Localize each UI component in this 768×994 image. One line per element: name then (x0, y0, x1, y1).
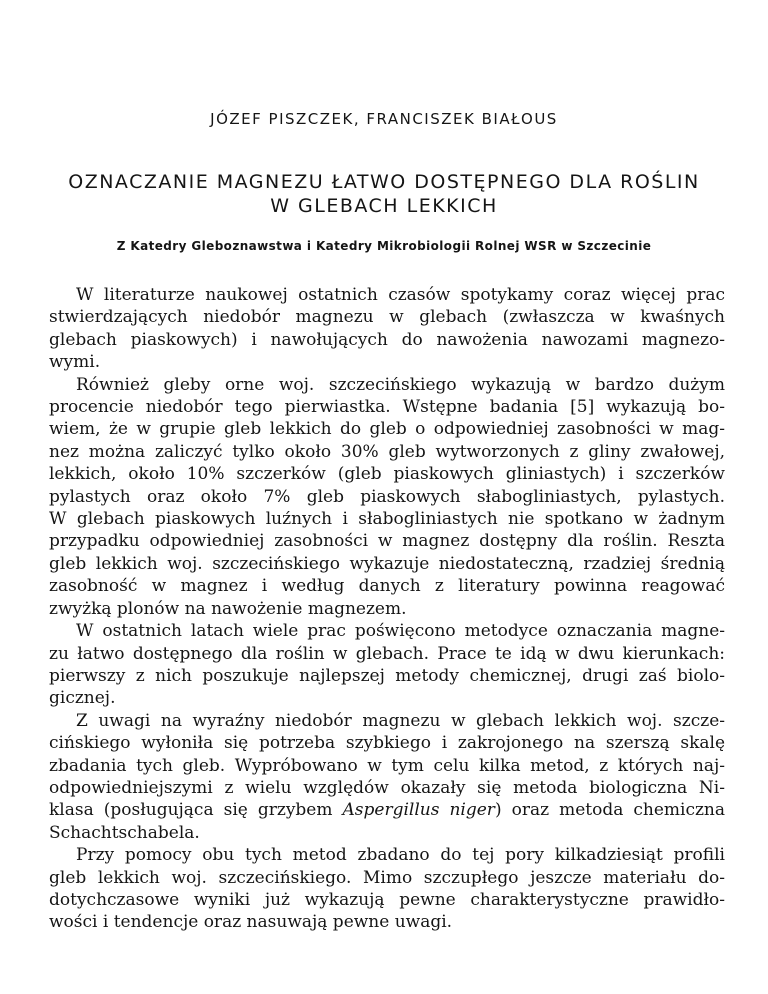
text-line: gleb lekkich woj. szczecińskiego. Mimo szczupłego jeszcze materiału do- (49, 867, 725, 888)
text-line: gicznej. (49, 688, 116, 709)
text-line: procencie niedobór tego pierwiastka. Wstępne badania [5] wykazują bo- (49, 397, 725, 418)
paragraph-2 (49, 374, 725, 620)
text-line: wymi. (49, 352, 101, 373)
text-line: Z uwagi na wyraźny niedobór magnezu w glebach lekkich woj. szcze- (76, 710, 725, 731)
authors: JÓZEF PISZCZEK, FRANCISZEK BIAŁOUS (210, 110, 558, 128)
article-title (60, 170, 708, 218)
paragraph-1 (49, 284, 725, 374)
text-line: Przy pomocy obu tych metod zbadano do tej pory kilkadziesiąt profili (76, 845, 725, 866)
text-line: Również gleby orne woj. szczecińskiego wykazują w bardzo dużym (76, 374, 725, 395)
article-body (49, 284, 725, 934)
text-line: W glebach piaskowych luźnych i słabogliniastych nie spotkano w żadnym (49, 509, 725, 530)
paragraph-5 (49, 844, 725, 934)
text-line: gleb lekkich woj. szczecińskiego wykazuje niedostateczną, rzadziej średnią (49, 553, 725, 574)
text-line: zbadania tych gleb. Wypróbowano w tym celu kilka metod, z których naj- (49, 755, 725, 776)
text-line: cińskiego wyłoniła się potrzeba szybkiego i zakrojonego na szerszą skalę (49, 733, 725, 754)
text-line: stwierdzających niedobór magnezu w glebach (zwłaszcza w kwaśnych (49, 307, 725, 328)
text-line: zasobność w magnez i według danych z literatury powinna reagować (49, 576, 725, 597)
text-line (49, 799, 725, 821)
text-run: klasa (posługująca się grzybem (49, 800, 343, 821)
text-line: zwyżką plonów na nawożenie magnezem. (49, 598, 407, 619)
text-line: W literaturze naukowej ostatnich czasów spotykamy coraz więcej prac (76, 285, 725, 305)
title-line-1: OZNACZANIE MAGNEZU ŁATWO DOSTĘPNEGO DLA ROŚLIN (68, 171, 700, 193)
text-line: Schachtschabela. (49, 822, 200, 843)
text-line: odpowiedniejszymi z wielu względów okazały się metoda biologiczna Ni- (49, 777, 725, 798)
text-line: wości i tendencje oraz nasuwają pewne uwagi. (49, 912, 453, 933)
text-line: wiem, że w grupie gleb lekkich do gleb o odpowiedniej zasobności w mag- (49, 419, 725, 440)
title-line-2: W GLEBACH LEKKICH (270, 195, 498, 217)
text-line: lekkich, około 10% szczerków (gleb piaskowych gliniastych) i szczerków (49, 464, 725, 485)
text-line: glebach piaskowych) i nawołujących do nawożenia nawozami magnezo- (49, 329, 725, 350)
species-name: Aspergillus niger (342, 800, 495, 821)
text-line: przypadku odpowiedniej zasobności w magnez dostępny dla roślin. Reszta (49, 531, 725, 552)
text-line: pierwszy z nich poszukuje najlepszej metody chemicznej, drugi zaś biolo- (49, 665, 725, 686)
affiliation: Z Katedry Gleboznawstwa i Katedry Mikrobiologii Rolnej WSR w Szczecinie (116, 239, 652, 253)
text-line: zu łatwo dostępnego dla roślin w glebach. Prace te idą w dwu kierunkach: (49, 643, 725, 664)
text-run: ) oraz metoda chemiczna (494, 800, 726, 821)
text-line: nez można zaliczyć tylko około 30% gleb wytworzonych z gliny zwałowej, (49, 441, 725, 462)
text-line: pylastych oraz około 7% gleb piaskowych słabogliniastych, pylastych. (49, 486, 725, 507)
text-line: W ostatnich latach wiele prac poświęcono metodyce oznaczania magne- (76, 621, 725, 642)
paragraph-4 (49, 710, 725, 844)
text-line: dotychczasowe wyniki już wykazują pewne charakterystyczne prawidło- (49, 889, 725, 910)
paragraph-3 (49, 620, 725, 710)
